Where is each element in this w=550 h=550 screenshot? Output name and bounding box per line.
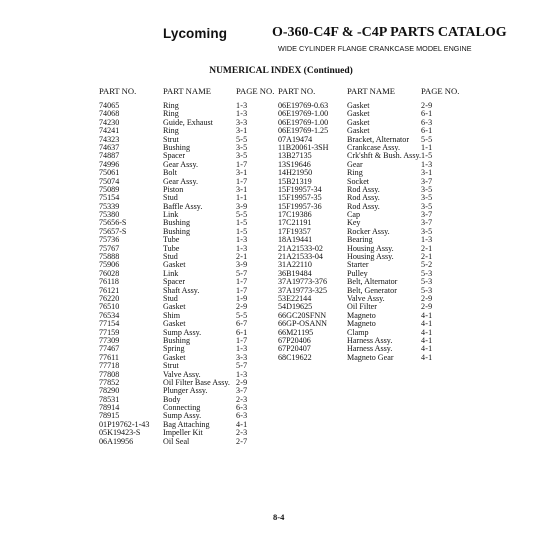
part-name: Gasket bbox=[163, 260, 186, 270]
part-name: Valve Assy. bbox=[163, 369, 201, 379]
part-name: Harness Assy. bbox=[347, 335, 393, 345]
part-number: 75736 bbox=[99, 235, 120, 245]
part-name: Bag Attaching bbox=[163, 419, 210, 429]
part-number: 18A19441 bbox=[278, 235, 313, 245]
page-ref: 2-3 bbox=[236, 394, 248, 404]
page-ref: 2-9 bbox=[236, 302, 248, 312]
part-number: 14H21950 bbox=[278, 168, 313, 178]
part-name: Gear Assy. bbox=[163, 176, 198, 186]
part-number: 74323 bbox=[99, 134, 120, 144]
part-name: Housing Assy. bbox=[347, 252, 394, 262]
part-number: 37A19773-325 bbox=[278, 285, 328, 295]
part-name: Sump Assy. bbox=[163, 327, 202, 337]
part-name: Impeller Kit bbox=[163, 428, 203, 438]
page-ref: 5-5 bbox=[421, 134, 433, 144]
page-ref: 3-3 bbox=[236, 117, 248, 127]
page-ref: 1-3 bbox=[421, 235, 433, 245]
page-ref: 2-3 bbox=[236, 428, 248, 438]
part-name: Plunger Assy. bbox=[163, 386, 208, 396]
page-ref: 3-5 bbox=[236, 142, 248, 152]
part-name: Gasket bbox=[163, 302, 186, 312]
part-name: Connecting bbox=[163, 403, 201, 413]
page-ref: 1-3 bbox=[236, 369, 248, 379]
part-number: 67P20406 bbox=[278, 335, 311, 345]
part-number: 76220 bbox=[99, 293, 120, 303]
part-name: Oil Filter bbox=[347, 302, 377, 312]
part-name: Body bbox=[163, 394, 181, 404]
page-ref: 5-5 bbox=[236, 210, 248, 220]
page-ref: 1-7 bbox=[236, 277, 248, 287]
part-number: 37A19773-376 bbox=[278, 277, 328, 287]
part-name: Rocker Assy. bbox=[347, 226, 390, 236]
part-name: Gasket bbox=[347, 126, 370, 136]
part-number: 75767 bbox=[99, 243, 120, 253]
page-ref: 4-1 bbox=[421, 327, 433, 337]
page-ref: 1-5 bbox=[236, 218, 248, 228]
part-number: 75656-S bbox=[99, 218, 127, 228]
part-number: 68C19622 bbox=[278, 352, 312, 362]
part-number: 06E19769-1.25 bbox=[278, 126, 329, 136]
page-ref: 1-3 bbox=[236, 101, 248, 110]
part-name: Bracket, Alternator bbox=[347, 134, 410, 144]
part-name: Ring bbox=[163, 109, 179, 119]
part-number: 15F19957-34 bbox=[278, 184, 322, 194]
part-number: 77159 bbox=[99, 327, 120, 337]
part-number: 15B21319 bbox=[278, 176, 312, 186]
part-name: Stud bbox=[163, 293, 178, 303]
page-ref: 1-3 bbox=[236, 344, 248, 354]
page-ref: 1-7 bbox=[236, 176, 248, 186]
part-name: Belt, Alternator bbox=[347, 277, 398, 287]
part-name: Strut bbox=[163, 134, 179, 144]
page-ref: 5-3 bbox=[421, 277, 433, 287]
page-ref: 2-1 bbox=[421, 243, 433, 253]
page-ref: 2-9 bbox=[421, 101, 433, 110]
part-name: Belt, Generator bbox=[347, 285, 397, 295]
page-ref: 3-9 bbox=[236, 260, 248, 270]
part-number: 76118 bbox=[99, 277, 119, 287]
part-number: 06A19956 bbox=[99, 436, 134, 446]
part-name: Pulley bbox=[347, 268, 368, 278]
page-ref: 4-1 bbox=[421, 335, 433, 345]
part-number: 31A22110 bbox=[278, 260, 312, 270]
page-ref: 3-1 bbox=[421, 168, 433, 178]
part-name: Strut bbox=[163, 361, 179, 371]
part-name: Clamp bbox=[347, 327, 369, 337]
part-number: 74887 bbox=[99, 151, 120, 161]
part-number: 74241 bbox=[99, 126, 120, 136]
page-ref: 3-1 bbox=[236, 168, 248, 178]
part-number: 06E19769-0.63 bbox=[278, 101, 329, 110]
part-name: Spacer bbox=[163, 277, 186, 287]
page-ref: 1-9 bbox=[236, 293, 248, 303]
left-page-no-column bbox=[236, 102, 247, 446]
header-part-no-left: PART NO. bbox=[99, 86, 137, 96]
page-ref: 3-7 bbox=[236, 386, 248, 396]
page-ref: 3-5 bbox=[421, 201, 433, 211]
page-number: 8-4 bbox=[273, 512, 285, 522]
part-number: 15F19957-35 bbox=[278, 193, 322, 203]
page-ref: 6-3 bbox=[236, 403, 248, 413]
part-name: Housing Assy. bbox=[347, 243, 394, 253]
part-name: Magneto bbox=[347, 319, 376, 329]
part-name: Gasket bbox=[163, 319, 186, 329]
catalog-subtitle: WIDE CYLINDER FLANGE CRANKCASE MODEL ENGINE bbox=[278, 44, 472, 53]
part-number: 77154 bbox=[99, 319, 120, 329]
part-name: Socket bbox=[347, 176, 370, 186]
part-name: Stud bbox=[163, 193, 178, 203]
page-ref: 1-1 bbox=[236, 193, 248, 203]
section-title: NUMERICAL INDEX (Continued) bbox=[209, 66, 353, 76]
page-ref: 1-7 bbox=[236, 285, 248, 295]
part-name: Link bbox=[163, 210, 179, 220]
part-name: Starter bbox=[347, 260, 369, 270]
part-name: Gear Assy. bbox=[163, 159, 198, 169]
page-ref: 6-1 bbox=[421, 109, 433, 119]
page-ref: 4-1 bbox=[421, 310, 433, 320]
page-ref: 2-1 bbox=[421, 252, 433, 262]
page-ref: 6-3 bbox=[421, 117, 433, 127]
part-name: Gasket bbox=[163, 352, 186, 362]
header-part-no-right: PART NO. bbox=[278, 86, 316, 96]
page-ref: 6-3 bbox=[236, 411, 248, 421]
page-ref: 2-9 bbox=[421, 293, 433, 303]
page-ref: 1-3 bbox=[236, 235, 248, 245]
part-number: 75339 bbox=[99, 201, 120, 211]
page-ref: 4-1 bbox=[421, 344, 433, 354]
part-name: Crankcase Assy. bbox=[347, 142, 400, 152]
part-number: 36B19484 bbox=[278, 268, 312, 278]
part-number: 75074 bbox=[99, 176, 120, 186]
part-name: Crk'shft & Bush. Assy. bbox=[347, 151, 422, 161]
part-name: Spring bbox=[163, 344, 185, 354]
part-number: 74996 bbox=[99, 159, 120, 169]
part-number: 74637 bbox=[99, 142, 120, 152]
part-number: 07A19474 bbox=[278, 134, 313, 144]
part-name: Shim bbox=[163, 310, 181, 320]
part-name: Bushing bbox=[163, 142, 190, 152]
catalog-title: O-360-C4F & -C4P PARTS CATALOG bbox=[272, 25, 507, 40]
header-part-name-left: PART NAME bbox=[163, 86, 211, 96]
page-ref: 5-5 bbox=[236, 310, 248, 320]
part-number: 77467 bbox=[99, 344, 120, 354]
part-number: 75089 bbox=[99, 184, 120, 194]
page-ref: 1-7 bbox=[236, 335, 248, 345]
part-number: 75657-S bbox=[99, 226, 127, 236]
part-name: Tube bbox=[163, 243, 180, 253]
page-ref: 3-7 bbox=[421, 176, 433, 186]
part-name: Ring bbox=[347, 168, 363, 178]
part-name: Link bbox=[163, 268, 179, 278]
page-ref: 3-7 bbox=[421, 210, 433, 220]
part-number: 66M21195 bbox=[278, 327, 314, 337]
page-ref: 3-9 bbox=[236, 201, 248, 211]
part-name: Shaft Assy. bbox=[163, 285, 200, 295]
part-name: Magneto bbox=[347, 310, 376, 320]
part-name: Oil Filter Base Assy. bbox=[163, 377, 230, 387]
page-ref: 2-9 bbox=[421, 302, 433, 312]
part-number: 54D19625 bbox=[278, 302, 313, 312]
page-ref: 3-5 bbox=[236, 151, 248, 161]
part-name: Bushing bbox=[163, 218, 190, 228]
part-name: Ring bbox=[163, 101, 179, 110]
header-part-name-right: PART NAME bbox=[347, 86, 395, 96]
part-number: 66GC20SFNN bbox=[278, 310, 327, 320]
part-number: 06E19769-1.00 bbox=[278, 109, 329, 119]
page-ref: 1-7 bbox=[236, 159, 248, 169]
page-ref: 3-1 bbox=[236, 184, 248, 194]
part-number: 75380 bbox=[99, 210, 120, 220]
part-number: 67P20407 bbox=[278, 344, 311, 354]
part-number: 77808 bbox=[99, 369, 120, 379]
page-ref: 5-2 bbox=[421, 260, 433, 270]
part-name: Cap bbox=[347, 210, 361, 220]
part-name: Gear bbox=[347, 159, 363, 169]
page-ref: 1-1 bbox=[421, 142, 433, 152]
part-name: Spacer bbox=[163, 151, 186, 161]
part-number: 74065 bbox=[99, 101, 120, 110]
page-ref: 1-3 bbox=[236, 109, 248, 119]
part-number: 76121 bbox=[99, 285, 120, 295]
page-ref: 6-7 bbox=[236, 319, 248, 329]
part-name: Ring bbox=[163, 126, 179, 136]
part-name: Valve Assy. bbox=[347, 293, 385, 303]
part-number: 75888 bbox=[99, 252, 120, 262]
header-page-no-right: PAGE NO. bbox=[421, 86, 460, 96]
right-part-name-column bbox=[347, 102, 421, 362]
part-number: 06E19769-1.00 bbox=[278, 117, 329, 127]
page-ref: 1-5 bbox=[236, 226, 248, 236]
page-ref: 4-1 bbox=[421, 319, 433, 329]
part-number: 76534 bbox=[99, 310, 120, 320]
part-name: Oil Seal bbox=[163, 436, 190, 446]
page-ref: 1-3 bbox=[236, 243, 248, 253]
part-name: Gasket bbox=[347, 109, 370, 119]
part-name: Guide, Exhaust bbox=[163, 117, 213, 127]
right-part-no-column bbox=[278, 102, 329, 362]
part-number: 78914 bbox=[99, 403, 120, 413]
part-number: 78915 bbox=[99, 411, 120, 421]
page-ref: 3-5 bbox=[421, 193, 433, 203]
part-number: 74230 bbox=[99, 117, 120, 127]
part-name: Rod Assy. bbox=[347, 193, 380, 203]
left-part-no-column bbox=[99, 102, 149, 446]
page-ref: 6-1 bbox=[236, 327, 248, 337]
part-name: Rod Assy. bbox=[347, 201, 380, 211]
page-ref: 5-7 bbox=[236, 268, 248, 278]
part-name: Key bbox=[347, 218, 361, 228]
page-ref: 3-3 bbox=[236, 352, 248, 362]
part-number: 13S19646 bbox=[278, 159, 311, 169]
page-ref: 3-1 bbox=[236, 126, 248, 136]
part-number: 17C21191 bbox=[278, 218, 312, 228]
part-name: Piston bbox=[163, 184, 184, 194]
part-number: 74068 bbox=[99, 109, 120, 119]
part-number: 77611 bbox=[99, 352, 119, 362]
page-ref: 5-7 bbox=[236, 361, 248, 371]
page-ref: 3-7 bbox=[421, 218, 433, 228]
page-ref: 2-9 bbox=[236, 377, 248, 387]
part-name: Sump Assy. bbox=[163, 411, 202, 421]
part-number: 76028 bbox=[99, 268, 120, 278]
part-name: Tube bbox=[163, 235, 180, 245]
part-number: 75154 bbox=[99, 193, 120, 203]
part-number: 78531 bbox=[99, 394, 120, 404]
part-name: Gasket bbox=[347, 101, 370, 110]
part-name: Bushing bbox=[163, 335, 190, 345]
left-part-name-column bbox=[163, 102, 230, 446]
part-name: Rod Assy. bbox=[347, 184, 380, 194]
part-number: 11B20061-3SH bbox=[278, 142, 329, 152]
part-number: 17F19357 bbox=[278, 226, 311, 236]
page-ref: 5-5 bbox=[236, 134, 248, 144]
page-ref: 5-3 bbox=[421, 285, 433, 295]
part-name: Baffle Assy. bbox=[163, 201, 203, 211]
right-page-no-column bbox=[421, 102, 432, 362]
page-ref: 3-5 bbox=[421, 184, 433, 194]
part-number: 75906 bbox=[99, 260, 120, 270]
part-number: 77309 bbox=[99, 335, 120, 345]
part-name: Magneto Gear bbox=[347, 352, 394, 362]
part-name: Bolt bbox=[163, 168, 177, 178]
part-number: 15F19957-36 bbox=[278, 201, 322, 211]
part-number: 76510 bbox=[99, 302, 120, 312]
part-number: 77718 bbox=[99, 361, 120, 371]
part-number: 77852 bbox=[99, 377, 120, 387]
part-number: 05K19423-S bbox=[99, 428, 141, 438]
page-ref: 2-1 bbox=[236, 252, 248, 262]
part-name: Stud bbox=[163, 252, 178, 262]
part-number: 78290 bbox=[99, 386, 120, 396]
part-number: 13B27135 bbox=[278, 151, 312, 161]
part-name: Bearing bbox=[347, 235, 373, 245]
header-page-no-left: PAGE NO. bbox=[236, 86, 275, 96]
page-ref: 6-1 bbox=[421, 126, 433, 136]
part-number: 53E22144 bbox=[278, 293, 312, 303]
page-ref: 4-1 bbox=[236, 419, 248, 429]
part-name: Bushing bbox=[163, 226, 190, 236]
page-ref: 5-3 bbox=[421, 268, 433, 278]
page-ref: 4-1 bbox=[421, 352, 433, 362]
brand-logo: Lycoming bbox=[163, 26, 228, 41]
part-number: 75061 bbox=[99, 168, 120, 178]
page-ref: 1-5 bbox=[421, 151, 433, 161]
part-number: 17C19386 bbox=[278, 210, 312, 220]
part-number: 21A21533-04 bbox=[278, 252, 323, 262]
part-number: 21A21533-02 bbox=[278, 243, 323, 253]
part-number: 66GP-OSANN bbox=[278, 319, 328, 329]
part-number: 01P19762-1-43 bbox=[99, 419, 150, 429]
part-name: Gasket bbox=[347, 117, 370, 127]
page-ref: 1-3 bbox=[421, 159, 433, 169]
part-name: Harness Assy. bbox=[347, 344, 393, 354]
page-ref: 3-5 bbox=[421, 226, 433, 236]
page-ref: 2-7 bbox=[236, 436, 248, 446]
